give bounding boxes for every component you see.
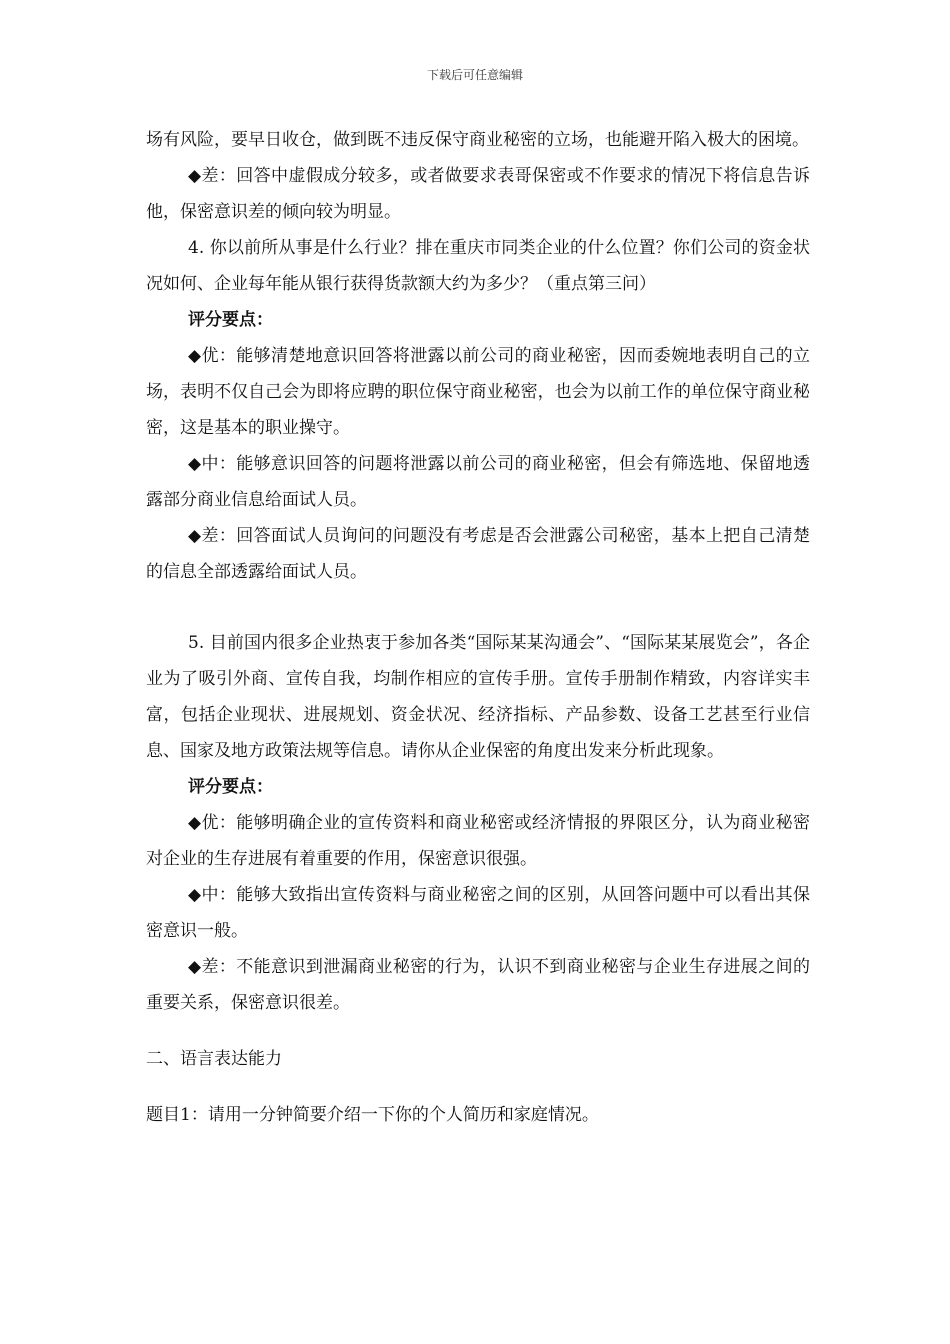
spacer xyxy=(146,1077,810,1097)
topic-1: 题目1：请用一分钟简要介绍一下你的个人简历和家庭情况。 xyxy=(146,1105,599,1125)
section-heading-language: 二、语言表达能力 xyxy=(146,1049,282,1069)
scoring-heading-q4: 评分要点： xyxy=(188,310,273,330)
rating-poor-q3: ◆差：回答中虚假成分较多，或者做要求表哥保密或不作要求的情况下将信息告诉他，保密意识差的倾向较为明显。 xyxy=(146,166,810,222)
document-body xyxy=(146,122,810,1133)
spacer xyxy=(146,1021,810,1041)
question-5: 5. 目前国内很多企业热衷于参加各类“国际某某沟通会”、“国际某某展览会”，各企业为了吸引外商、宣传自我，均制作相应的宣传手册。宣传手册制作精致，内容详实丰富，包括企业现状、进展规划、资金状况、经济指标、产品参数、设备工艺甚至行业信息、国家及地方政策法规等信息。请你从企业保密的角度出发来分析此现象。 xyxy=(146,633,810,761)
spacer xyxy=(146,590,810,625)
rating-poor-q4: ◆差：回答面试人员询问的问题没有考虑是否会泄露公司秘密，基本上把自己清楚的信息全部透露给面试人员。 xyxy=(146,526,810,582)
question-4: 4. 你以前所从事是什么行业？排在重庆市同类企业的什么位置？你们公司的资金状况如何、企业每年能从银行获得货款额大约为多少？（重点第三问） xyxy=(146,238,810,294)
rating-excellent-q4: ◆优：能够清楚地意识回答将泄露以前公司的商业秘密，因而委婉地表明自己的立场，表明不仅自己会为即将应聘的职位保守商业秘密，也会为以前工作的单位保守商业秘密，这是基本的职业操守。 xyxy=(146,346,810,438)
rating-medium-q5: ◆中：能够大致指出宣传资料与商业秘密之间的区别，从回答问题中可以看出其保密意识一般。 xyxy=(146,885,810,941)
rating-medium-q4: ◆中：能够意识回答的问题将泄露以前公司的商业秘密，但会有筛选地、保留地透露部分商业信息给面试人员。 xyxy=(146,454,810,510)
page-header: 下载后可任意编辑 xyxy=(426,68,523,82)
paragraph-continuation: 场有风险，要早日收仓，做到既不违反保守商业秘密的立场，也能避开陷入极大的困境。 xyxy=(146,130,809,150)
rating-excellent-q5: ◆优：能够明确企业的宣传资料和商业秘密或经济情报的界限区分，认为商业秘密对企业的生存进展有着重要的作用，保密意识很强。 xyxy=(146,813,810,869)
scoring-heading-q5: 评分要点： xyxy=(188,777,273,797)
rating-poor-q5: ◆差：不能意识到泄漏商业秘密的行为，认识不到商业秘密与企业生存进展之间的重要关系，保密意识很差。 xyxy=(146,957,810,1013)
